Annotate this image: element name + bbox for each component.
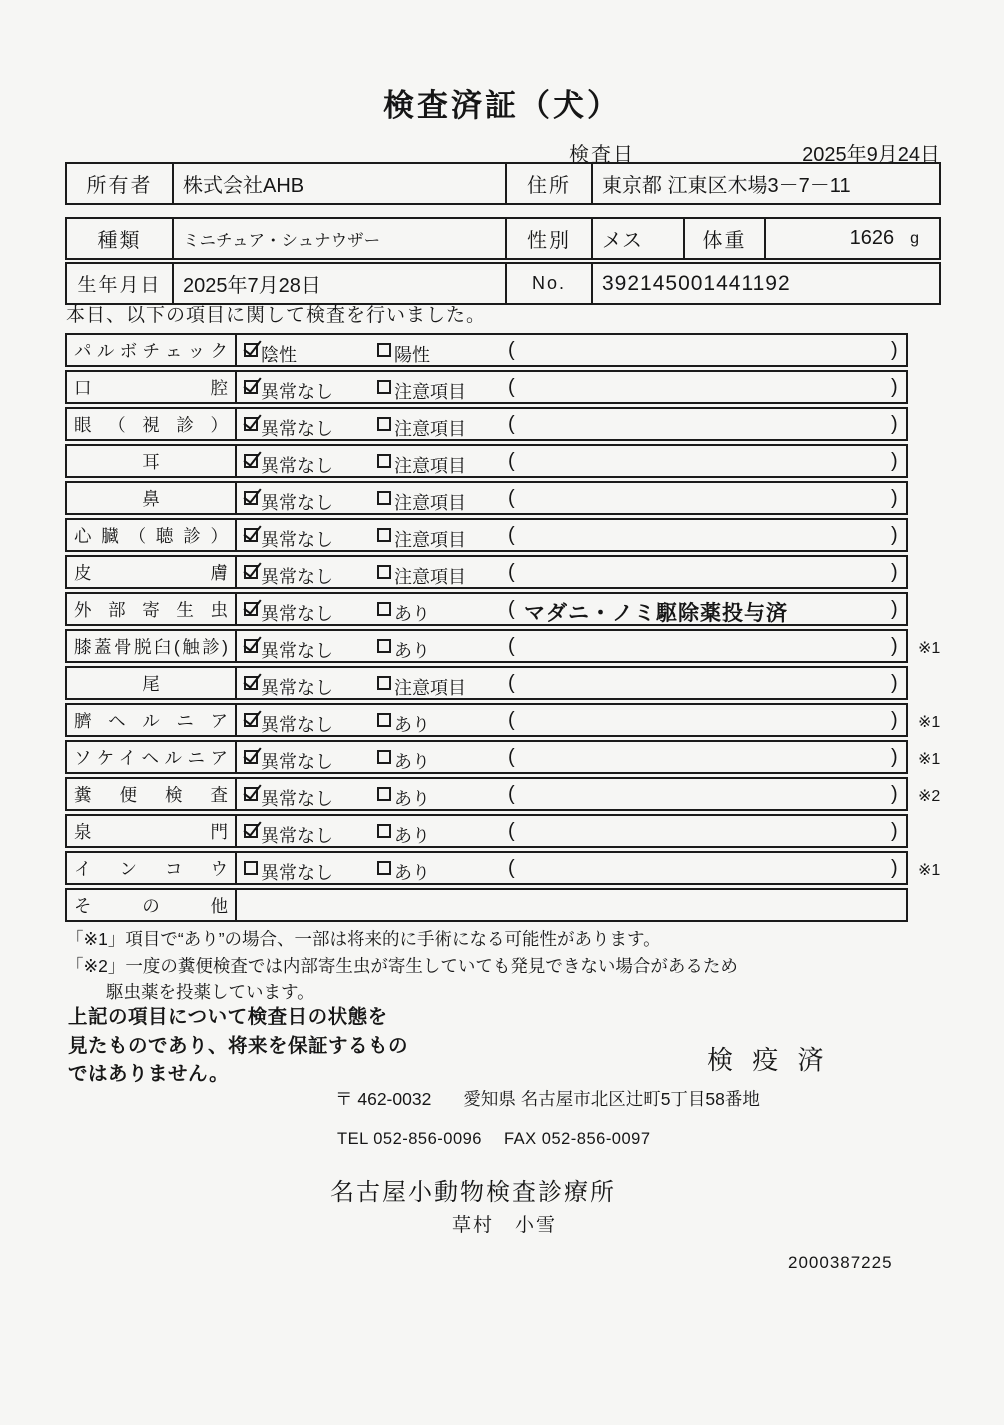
address-value: 東京都 江東区木場3－7－11 — [591, 164, 939, 203]
checklist-row — [65, 481, 908, 515]
weight-value-cell — [764, 219, 939, 258]
paren-open: ( — [508, 524, 515, 546]
checklist-option2-label: 注意項目 — [394, 382, 466, 402]
checkbox-checked-icon — [244, 639, 258, 653]
quarantine-stamp: 検 疫 済 — [707, 1045, 830, 1075]
checklist-row-label: 皮膚 — [67, 557, 237, 587]
disclaimer-line: 見たものであり、将来を保証するもの — [68, 1034, 409, 1057]
footnotes — [66, 926, 738, 1006]
serial-number: 2000387225 — [788, 1253, 893, 1272]
checklist-row — [65, 814, 908, 848]
vet-name: 草村 小雪 — [452, 1215, 558, 1236]
checklist-option1-label: 異常なし — [261, 604, 333, 624]
checklist-option1-label: 異常なし — [261, 752, 333, 772]
checklist-row — [65, 592, 908, 626]
checklist-option2-label: あり — [394, 789, 430, 809]
checklist-row — [65, 629, 941, 663]
checklist-row — [65, 444, 908, 478]
animal-table-row-2 — [65, 262, 941, 305]
owner-value: 株式会社AHB — [172, 164, 505, 203]
paren-close: ) — [891, 857, 898, 879]
paren-open: ( — [508, 820, 515, 842]
checkbox-checked-icon — [244, 417, 258, 431]
checklist-option1-label: 異常なし — [261, 826, 333, 846]
checklist-row — [65, 888, 908, 922]
paren-close: ) — [891, 524, 898, 546]
checkbox-checked-icon — [244, 343, 258, 357]
checklist-option2-label: 注意項目 — [394, 530, 466, 550]
footnote-line: 駆虫薬を投薬しています。 — [106, 982, 315, 1002]
checkbox-unchecked-icon — [377, 787, 391, 801]
checkbox-unchecked-icon — [377, 639, 391, 653]
checkbox-unchecked-icon — [377, 417, 391, 431]
checklist-row — [65, 666, 908, 700]
paren-close: ) — [891, 450, 898, 472]
checklist-option2-label: 注意項目 — [394, 419, 466, 439]
checklist-row-label: 泉門 — [67, 816, 237, 846]
clinic-tel: TEL 052-856-0096 — [337, 1130, 482, 1148]
paren-open: ( — [508, 561, 515, 583]
checklist-row-label: 糞便検査 — [67, 779, 237, 809]
checklist-option1-label: 異常なし — [261, 789, 333, 809]
checkbox-checked-icon — [244, 454, 258, 468]
paren-close: ) — [891, 598, 898, 620]
checklist-row-label: 心臓（聴診） — [67, 520, 237, 550]
checklist-row-label: 鼻 — [67, 483, 237, 513]
paren-open: ( — [508, 450, 515, 472]
checklist-option1-label: 異常なし — [261, 715, 333, 735]
paren-annotation: マダニ・ノミ駆除薬投与済 — [524, 602, 788, 625]
checkbox-checked-icon — [244, 380, 258, 394]
clinic-tel-line — [337, 1130, 651, 1149]
checkbox-unchecked-icon — [377, 824, 391, 838]
footnote-line: 「※1」項目で“あり”の場合、一部は将来的に手術になる可能性があります。 — [66, 929, 661, 949]
paren-open: ( — [508, 376, 515, 398]
checklist-row-label: 膝蓋骨脱臼(触診) — [67, 631, 237, 661]
checklist-option1-label: 異常なし — [261, 863, 333, 883]
checkbox-unchecked-icon — [377, 676, 391, 690]
checklist-option1-label: 異常なし — [261, 493, 333, 513]
weight-value: 1626 — [849, 227, 895, 249]
checkbox-checked-icon — [244, 750, 258, 764]
paren-open: ( — [508, 413, 515, 435]
paren-open: ( — [508, 598, 515, 620]
breed-label: 種類 — [97, 230, 142, 252]
address-label: 住所 — [505, 164, 591, 203]
animal-table-row-1 — [65, 217, 941, 260]
owner-table — [65, 162, 941, 205]
checklist-row-label: インコウ — [67, 853, 237, 883]
checklist-row — [65, 703, 941, 737]
reference-mark: ※1 — [918, 751, 941, 768]
checklist-row — [65, 333, 908, 367]
checklist-option2-label: あり — [394, 826, 430, 846]
checkbox-unchecked-icon — [377, 380, 391, 394]
checkbox-unchecked-icon — [377, 713, 391, 727]
paren-open: ( — [508, 783, 515, 805]
checkbox-checked-icon — [244, 676, 258, 690]
checklist-option1-label: 異常なし — [261, 419, 333, 439]
checkbox-unchecked-icon — [377, 750, 391, 764]
paren-close: ) — [891, 487, 898, 509]
paren-open: ( — [508, 709, 515, 731]
disclaimer-line: ではありません。 — [68, 1063, 230, 1085]
checklist-option2-label: あり — [394, 863, 430, 883]
page-title: 検査済証（犬） — [383, 88, 621, 123]
checklist-row-label: 口腔 — [67, 372, 237, 402]
paren-close: ) — [891, 339, 898, 361]
paren-open: ( — [508, 635, 515, 657]
checkbox-unchecked-icon — [377, 565, 391, 579]
checklist-option2-label: 注意項目 — [394, 567, 466, 587]
exam-date-label: 検査日 — [569, 144, 635, 166]
paren-close: ) — [891, 746, 898, 768]
weight-unit: g — [910, 229, 919, 247]
checklist-row-label: 臍ヘルニア — [67, 705, 237, 735]
checklist-row-label: パルボチェック — [67, 335, 237, 365]
reference-mark: ※2 — [918, 788, 941, 805]
checklist-row — [65, 518, 908, 552]
checklist-option1-label: 異常なし — [261, 678, 333, 698]
checklist-row-label: ソケイヘルニア — [67, 742, 237, 772]
checkbox-unchecked-icon — [377, 602, 391, 616]
clinic-postal-code: 〒 462-0032 — [335, 1089, 432, 1109]
checklist-option2-label: あり — [394, 604, 430, 624]
checklist-option2-label: あり — [394, 715, 430, 735]
disclaimer-line: 上記の項目について検査日の状態を — [68, 1006, 388, 1028]
checkbox-checked-icon — [244, 528, 258, 542]
microchip-no-label: No. — [505, 264, 591, 303]
checklist-table — [65, 333, 941, 922]
checkbox-checked-icon — [244, 713, 258, 727]
breed-value: ミニチュア・シュナウザー — [172, 219, 505, 258]
paren-close: ) — [891, 820, 898, 842]
checklist-row — [65, 407, 908, 441]
checklist-option1-label: 異常なし — [261, 530, 333, 550]
checkbox-checked-icon — [244, 787, 258, 801]
checkbox-checked-icon — [244, 491, 258, 505]
paren-close: ) — [891, 635, 898, 657]
checklist-row-label: 尾 — [67, 668, 237, 698]
checklist-option1-label: 異常なし — [261, 382, 333, 402]
checkbox-unchecked-icon — [377, 491, 391, 505]
checklist-option2-label: 注意項目 — [394, 493, 466, 513]
paren-close: ) — [891, 709, 898, 731]
checklist-option2-label: 陽性 — [394, 345, 430, 365]
paren-close: ) — [891, 672, 898, 694]
paren-close: ) — [891, 561, 898, 583]
checklist-option2-label: あり — [394, 641, 430, 661]
checklist-row — [65, 740, 941, 774]
paren-close: ) — [891, 413, 898, 435]
clinic-postal-line — [335, 1086, 760, 1111]
sex-label: 性別 — [505, 219, 591, 258]
checkbox-unchecked-icon — [377, 454, 391, 468]
reference-mark: ※1 — [918, 714, 941, 731]
checklist-option1-label: 異常なし — [261, 456, 333, 476]
checkbox-unchecked-icon — [377, 343, 391, 357]
checklist-option2-label: あり — [394, 752, 430, 772]
paren-open: ( — [508, 746, 515, 768]
checklist-row-label: 耳 — [67, 446, 237, 476]
checkbox-checked-icon — [244, 565, 258, 579]
checklist-row-label: 眼（視診） — [67, 409, 237, 439]
checklist-option1-label: 異常なし — [261, 567, 333, 587]
checklist-row-label: その他 — [67, 890, 237, 920]
checkbox-unchecked-icon — [244, 861, 258, 875]
paren-open: ( — [508, 857, 515, 879]
checklist-row — [65, 777, 941, 811]
paren-open: ( — [508, 487, 515, 509]
reference-mark: ※1 — [918, 862, 941, 879]
clinic-name: 名古屋小動物検査診療所 — [330, 1179, 616, 1206]
weight-label: 体重 — [683, 219, 764, 258]
birthdate-value: 2025年7月28日 — [172, 264, 505, 303]
exam-date-value: 2025年9月24日 — [802, 144, 940, 166]
paren-close: ) — [891, 376, 898, 398]
checkbox-checked-icon — [244, 602, 258, 616]
owner-label: 所有者 — [86, 175, 153, 197]
paren-open: ( — [508, 339, 515, 361]
checklist-row — [65, 555, 908, 589]
reference-mark: ※1 — [918, 640, 941, 657]
checklist-option1-label: 異常なし — [261, 641, 333, 661]
checklist-row — [65, 851, 941, 885]
microchip-no-value: 392145001441192 — [591, 264, 939, 303]
checkbox-unchecked-icon — [377, 861, 391, 875]
footnote-line: 「※2」一度の糞便検査では内部寄生虫が寄生していても発見できない場合があるため — [66, 955, 738, 976]
sex-value: メス — [591, 219, 683, 258]
checkbox-unchecked-icon — [377, 528, 391, 542]
paren-close: ) — [891, 783, 898, 805]
checklist-option2-label: 注意項目 — [394, 678, 466, 698]
paren-open: ( — [508, 672, 515, 694]
checklist-row-label: 外部寄生虫 — [67, 594, 237, 624]
exam-statement: 本日、以下の項目に関して検査を行いました。 — [66, 305, 487, 326]
clinic-fax: FAX 052-856-0097 — [504, 1130, 651, 1148]
disclaimer — [68, 1003, 408, 1089]
checklist-option2-label: 注意項目 — [394, 456, 466, 476]
checklist-row — [65, 370, 908, 404]
checkbox-checked-icon — [244, 824, 258, 838]
clinic-address: 愛知県 名古屋市北区辻町5丁目58番地 — [463, 1089, 760, 1109]
birthdate-label: 生年月日 — [77, 275, 162, 296]
checklist-option1-label: 陰性 — [261, 345, 297, 365]
